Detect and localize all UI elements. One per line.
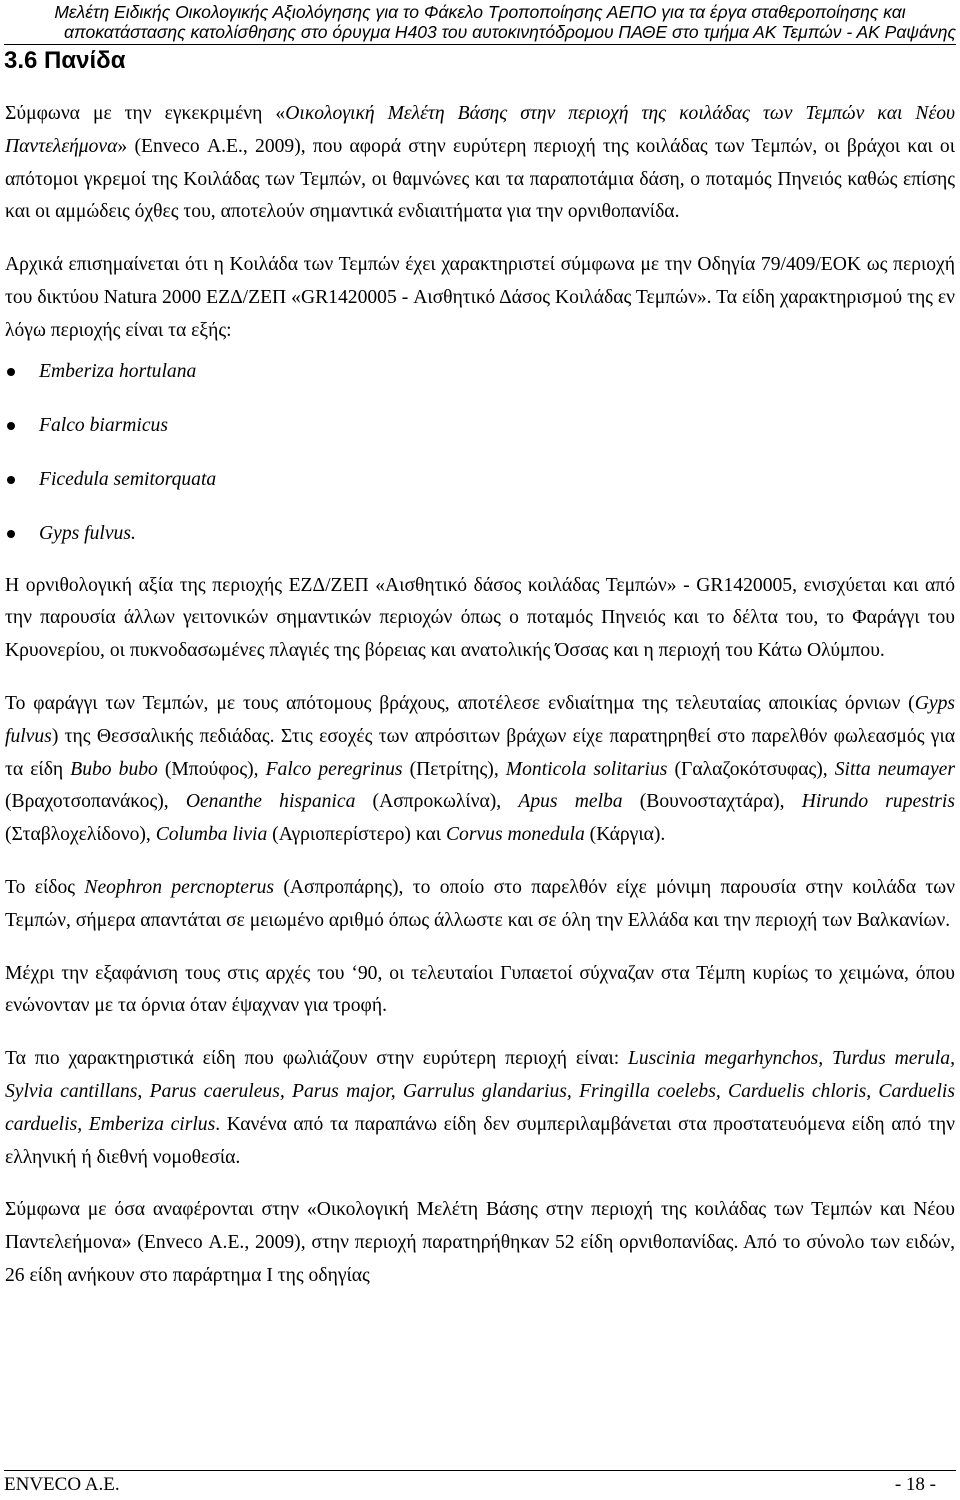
text: (Βουνοσταχτάρα), — [622, 791, 802, 813]
header-divider — [4, 44, 956, 45]
page-number: - 18 - — [894, 1474, 936, 1495]
text: (Πετρίτης), — [402, 758, 506, 780]
species-name: Falco biarmicus — [39, 414, 168, 436]
section-title: 3.6 Πανίδα — [4, 47, 126, 74]
species-name: Oenanthe hispanica — [185, 791, 356, 813]
text: (Ασπροκωλίνα), — [355, 791, 519, 813]
p1-text-c: » (Enveco Α.Ε., 2009), που αφορά στην ευρύτερη περιοχή της κοιλάδας των Τεμπών, οι βράχοι και οι απότομοι γκρεμοί της Κοιλάδας των Τεμπών, οι θαμνώνες και τα παραποτάμια δάση, ο ποταμός Πηνειός καθώς επίσης και οι αμμώδεις όχθες του, αποτελούν σημαντικά ενδιαιτήματα για την ορνιθοπανίδα. — [5, 135, 955, 223]
species-name: Apus melba — [518, 791, 623, 813]
species-list-inline: Luscinia megarhynchos, Turdus merula, Sylvia cantillans, Parus caeruleus, Parus major, Garrulus glandarius, Fringilla coelebs, Carduelis chloris, Carduelis carduelis, Emberiza cirlus — [5, 1048, 955, 1135]
species-name: Neophron percnopterus — [84, 876, 275, 898]
species-name: Sitta neumayer — [834, 758, 955, 780]
document-body — [5, 98, 955, 1313]
text: (Ασπροπάρης), το οποίο στο παρελθόν είχε μόνιμη παρουσία στην κοιλάδα των Τεμπών, σήμερα απαντάται σε μειωμένο αριθμό όπως άλλωστε και σε όλη την Ελλάδα και την περιοχή των Βαλκανίων. — [5, 876, 955, 931]
species-name: Gyps fulvus. — [39, 522, 136, 544]
text: (Κάργια). — [584, 824, 666, 846]
paragraph-7 — [5, 1043, 955, 1174]
p1-text-a: Σύμφωνα με την εγκεκριμένη « — [5, 103, 286, 124]
running-header — [4, 2, 956, 42]
species-name: Corvus monedula — [445, 824, 585, 846]
paragraph-8: Σύμφωνα με όσα αναφέρονται στην «Οικολογική Μελέτη Βάσης στην περιοχή της κοιλάδας των Τεμπών και Νέου Παντελεήμονα» (Enveco Α.Ε., 2009), στην περιοχή παρατηρήθηκαν 52 είδη ορνιθοπανίδας. Από το σύνολο των ειδών, 26 είδη ανήκουν στο παράρτημα Ι της οδηγίας — [5, 1199, 955, 1286]
species-name: Hirundo rupestris — [801, 791, 955, 813]
footer-company: ENVECO A.E. — [4, 1474, 120, 1495]
text: Το φαράγγι των Τεμπών, με τους απότομους βράχους, αποτέλεσε ενδιαίτημα της τελευταίας αποικίας όρνιων ( — [5, 692, 915, 714]
text: . Κανένα από τα παραπάνω είδη δεν συμπεριλαμβάνεται στα προστατευόμενα είδη από την ελληνική ή διεθνή νομοθεσία. — [5, 1113, 955, 1168]
paragraph-6: Μέχρι την εξαφάνιση τους στις αρχές του ‘90, οι τελευταίοι Γυπαετοί σύχναζαν στα Τέμπη κυρίως το χειμώνα, όπου ενώνονταν με τα όρνια όταν έψαχναν για τροφή. — [5, 962, 955, 1017]
species-name: Columba livia — [155, 824, 268, 846]
species-list — [5, 354, 955, 556]
list-item — [5, 354, 955, 408]
bullet-icon — [7, 368, 15, 376]
species-name: Falco peregrinus — [265, 758, 403, 780]
list-item — [5, 516, 955, 556]
text: ) της Θεσσαλικής πεδιάδας. Στις εσοχές των απρόσιτων βράχων είχε παρατηρηθεί στο παρελθόν φωλεασμός για τα είδη — [5, 725, 955, 780]
paragraph-1 — [5, 98, 955, 229]
species-name: Ficedula semitorquata — [39, 468, 217, 490]
header-line-2: αποκατάστασης κατολίσθησης στο όρυγμα Η403 του αυτοκινητόδρομου ΠΑΘΕ στο τμήμα ΑΚ Τεμπών - ΑΚ Ραψάνης — [64, 22, 956, 42]
species-name: Emberiza hortulana — [39, 360, 197, 382]
species-name: Bubo bubo — [70, 758, 158, 780]
p1-study-title: Οικολογική Μελέτη Βάσης στην περιοχή της κοιλάδας των Τεμπών και Νέου Παντελεήμονα — [5, 103, 956, 157]
bullet-icon — [7, 476, 15, 484]
paragraph-5 — [5, 872, 955, 938]
text: (Γαλαζοκότσυφας), — [667, 758, 835, 780]
bullet-icon — [7, 530, 15, 538]
list-item — [5, 408, 955, 462]
paragraph-2: Αρχικά επισημαίνεται ότι η Κοιλάδα των Τεμπών έχει χαρακτηριστεί σύμφωνα με την Οδηγία 79/409/ΕΟΚ ως περιοχή του δικτύου Natura 2000 ΕΖΔ/ΖΕΠ «GR1420005 - Αισθητικό Δάσος Κοιλάδας Τεμπών». Τα είδη χαρακτηρισμού της εν λόγω περιοχής είναι τα εξής: — [5, 254, 955, 341]
text: (Βραχοτσοπανάκος), — [5, 791, 186, 813]
text: Τα πιο χαρακτηριστικά είδη που φωλιάζουν στην ευρύτερη περιοχή είναι: — [5, 1048, 628, 1070]
species-name: Gyps fulvus — [5, 692, 955, 747]
text: (Μπούφος), — [157, 758, 266, 780]
species-name: Monticola solitarius — [505, 758, 668, 780]
list-item — [5, 462, 955, 516]
page-footer — [4, 1473, 936, 1497]
paragraph-4 — [5, 688, 955, 852]
footer-divider — [4, 1470, 956, 1471]
paragraph-3: Η ορνιθολογική αξία της περιοχής ΕΖΔ/ΖΕΠ «Αισθητικό δάσος κοιλάδας Τεμπών» - GR1420005, ενισχύεται και από την παρουσία άλλων γειτονικών σημαντικών περιοχών όπως ο ποταμός Πηνειός και το δέλτα του, το Φαράγγι του Κρυονερίου, οι πυκνοδασωμένες πλαγιές της βόρειας και ανατολικής Όσσας και η περιοχή του Κάτω Ολύμπου. — [5, 574, 955, 662]
text: (Σταβλοχελίδονο), — [5, 824, 156, 846]
text: (Αγριοπερίστερο) και — [267, 824, 446, 846]
bullet-icon — [7, 422, 15, 430]
text: Το είδος — [5, 876, 85, 898]
header-line-1: Μελέτη Ειδικής Οικολογικής Αξιολόγησης για το Φάκελο Τροποποίησης ΑΕΠΟ για τα έργα σταθεροποίησης και — [54, 2, 906, 22]
